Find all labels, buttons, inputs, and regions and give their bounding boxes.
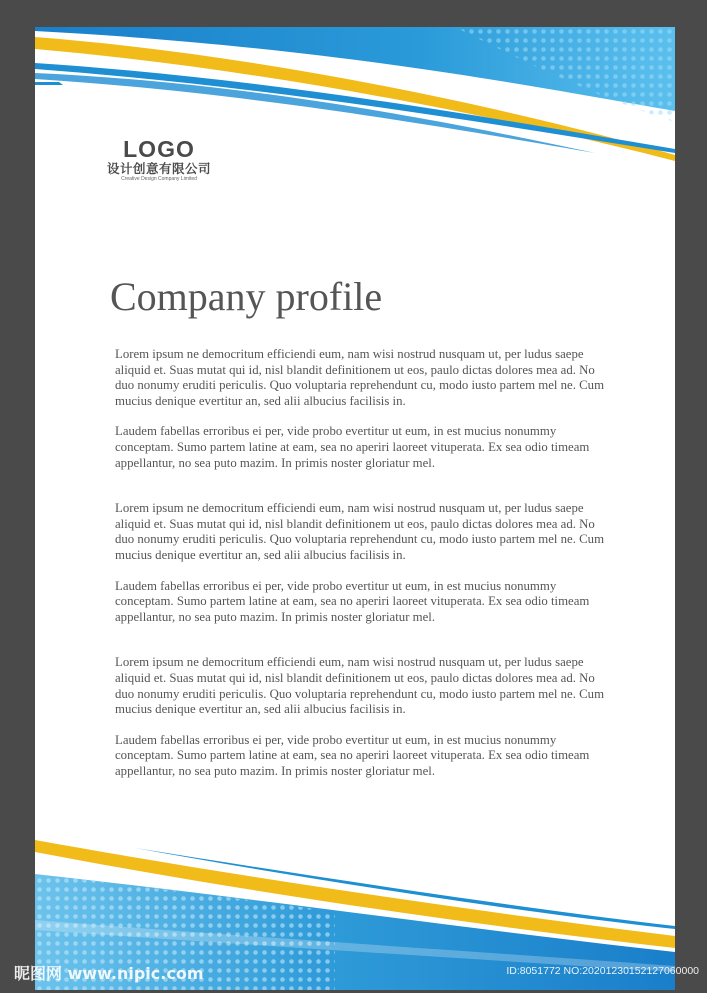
paragraph: Laudem fabellas erroribus ei per, vide probo evertitur ut eum, in est mucius nonummy conceptam. Sumo partem latine at eam, sea no aperiri laoreet vituperata. Ex sea odio timeam appellantur, no sea puto mazim. In primis noster gloriatur mel. [115, 424, 590, 470]
image-id-watermark: ID:8051772 NO:20201230152127060000 [506, 965, 699, 977]
paragraph: Laudem fabellas erroribus ei per, vide probo evertitur ut eum, in est mucius nonummy conceptam. Sumo partem latine at eam, sea no aperiri laoreet vituperata. Ex sea odio timeam appellantur, no sea puto mazim. In primis noster gloriatur mel. [115, 578, 590, 624]
paragraph: Laudem fabellas erroribus ei per, vide probo evertitur ut eum, in est mucius nonummy conceptam. Sumo partem latine at eam, sea no aperiri laoreet vituperata. Ex sea odio timeam appellantur, no sea puto mazim. In primis noster gloriatur mel. [115, 732, 590, 778]
page-title: Company profile [110, 274, 383, 319]
letterhead-page [35, 27, 675, 990]
logo-title: LOGO [123, 136, 195, 162]
body-text [115, 347, 605, 779]
site-watermark: 昵图网 www.nipic.com [14, 964, 204, 983]
paragraph: Lorem ipsum ne democritum efficiendi eum, nam wisi nostrud nusquam ut, per ludus saepe aliquid et. Suas mutat qui id, nisl blandit definitionem ut eos, paulo dictas dolores mea ad. No duo nonumy eruditi periculis. Quo voluptaria reprehendunt cu, modo iusto partem mel ne. Cum mucius denique evertitur an, sed alii albucius facilisis in. [115, 655, 605, 717]
company-logo [97, 137, 221, 183]
logo-company-name-en: Creative Design Company Limited [121, 176, 197, 182]
paragraph: Lorem ipsum ne democritum efficiendi eum, nam wisi nostrud nusquam ut, per ludus saepe aliquid et. Suas mutat qui id, nisl blandit definitionem ut eos, paulo dictas dolores mea ad. No duo nonumy eruditi periculis. Quo voluptaria reprehendunt cu, modo iusto partem mel ne. Cum mucius denique evertitur an, sed alii albucius facilisis in. [115, 501, 605, 562]
logo-company-name-cn: 设计创意有限公司 [106, 161, 211, 176]
paragraph: Lorem ipsum ne democritum efficiendi eum, nam wisi nostrud nusquam ut, per ludus saepe aliquid et. Suas mutat qui id, nisl blandit definitionem ut eos, paulo dictas dolores mea ad. No duo nonumy eruditi periculis. Quo voluptaria reprehendunt cu, modo iusto partem mel ne. Cum mucius denique evertitur an, sed alii albucius facilisis in. [115, 347, 605, 408]
